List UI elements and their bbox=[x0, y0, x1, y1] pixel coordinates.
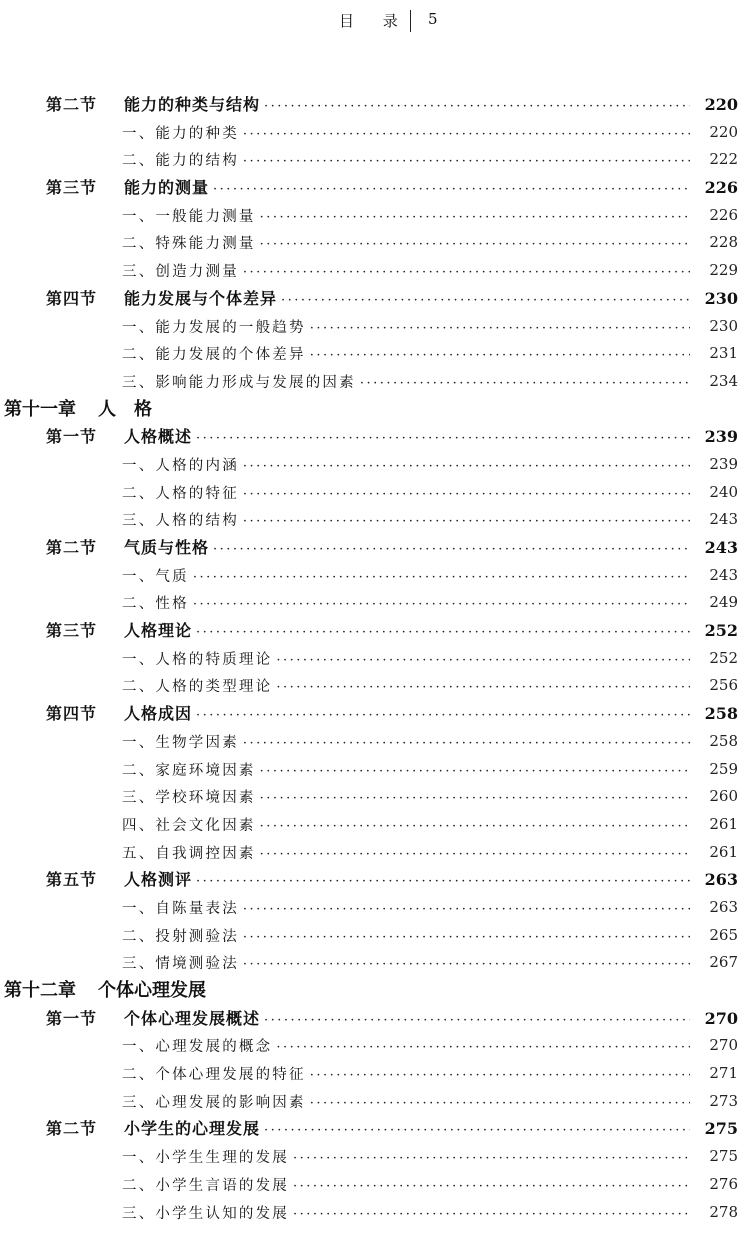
section-label: 第五节 bbox=[46, 870, 98, 890]
chapter-heading bbox=[4, 396, 152, 424]
page-number: 234 bbox=[709, 371, 738, 390]
dot-leader bbox=[243, 119, 690, 147]
toc-chapter[interactable] bbox=[0, 396, 750, 424]
dot-leader bbox=[243, 451, 690, 479]
section-label: 第四节 bbox=[46, 288, 98, 308]
section-title: 能力发展与个体差异 bbox=[124, 288, 278, 308]
chapter-label: 第十一章 bbox=[4, 398, 76, 420]
page-number: 271 bbox=[709, 1064, 738, 1083]
page-number: 229 bbox=[709, 261, 738, 280]
item-title: 一、一般能力测量 bbox=[122, 208, 256, 225]
item-title: 二、小学生言语的发展 bbox=[122, 1177, 289, 1194]
page-number: 275 bbox=[704, 1119, 738, 1139]
toc-item[interactable] bbox=[0, 146, 750, 174]
dot-leader bbox=[196, 423, 690, 451]
item-title: 一、人格的特质理论 bbox=[122, 651, 273, 668]
page-number: 270 bbox=[704, 1008, 738, 1028]
item-title: 一、小学生生理的发展 bbox=[122, 1150, 289, 1167]
page-number: 267 bbox=[709, 953, 738, 972]
toc-item[interactable] bbox=[0, 119, 750, 147]
toc-item[interactable] bbox=[0, 202, 750, 230]
toc-item[interactable] bbox=[0, 1143, 750, 1171]
section-title: 人格理论 bbox=[124, 621, 193, 641]
dot-leader bbox=[260, 202, 690, 230]
dot-leader bbox=[213, 534, 690, 562]
dot-leader bbox=[243, 949, 690, 977]
section-label: 第一节 bbox=[46, 1008, 98, 1028]
page-number: 252 bbox=[704, 621, 738, 641]
toc-section[interactable] bbox=[0, 617, 750, 645]
item-title: 三、心理发展的影响因素 bbox=[122, 1094, 306, 1111]
dot-leader bbox=[264, 1115, 690, 1143]
page-number: 260 bbox=[709, 787, 738, 806]
toc-item[interactable] bbox=[0, 506, 750, 534]
toc-chapter[interactable] bbox=[0, 977, 750, 1005]
toc-item[interactable] bbox=[0, 229, 750, 257]
item-title: 三、学校环境因素 bbox=[122, 790, 256, 807]
toc-section[interactable] bbox=[0, 534, 750, 562]
section-title: 人格成因 bbox=[124, 704, 193, 724]
toc-section[interactable] bbox=[0, 91, 750, 119]
page-number: 278 bbox=[709, 1202, 738, 1221]
dot-leader bbox=[360, 368, 690, 396]
item-title: 三、情境测验法 bbox=[122, 956, 239, 973]
item-title: 一、能力的种类 bbox=[122, 125, 239, 142]
section-label: 第三节 bbox=[46, 178, 98, 198]
dot-leader bbox=[276, 645, 690, 673]
toc-item[interactable] bbox=[0, 645, 750, 673]
toc-item[interactable] bbox=[0, 756, 750, 784]
toc-item[interactable] bbox=[0, 340, 750, 368]
dot-leader bbox=[243, 479, 690, 507]
page-number: 230 bbox=[704, 288, 738, 308]
section-title: 个体心理发展概述 bbox=[124, 1008, 261, 1028]
page-number: 231 bbox=[709, 344, 738, 363]
toc-section[interactable] bbox=[0, 1005, 750, 1033]
dot-leader bbox=[293, 1143, 690, 1171]
toc-item[interactable] bbox=[0, 1199, 750, 1227]
dot-leader bbox=[243, 506, 690, 534]
toc-item[interactable] bbox=[0, 728, 750, 756]
page-number: 243 bbox=[704, 538, 738, 557]
dot-leader bbox=[243, 728, 690, 756]
item-title: 一、人格的内涵 bbox=[122, 457, 239, 474]
toc-item[interactable] bbox=[0, 1088, 750, 1116]
toc-item[interactable] bbox=[0, 562, 750, 590]
dot-leader bbox=[196, 617, 690, 645]
dot-leader bbox=[196, 866, 690, 894]
toc-item[interactable] bbox=[0, 313, 750, 341]
item-title: 二、能力的结构 bbox=[122, 153, 239, 170]
dot-leader bbox=[293, 1171, 690, 1199]
page-number: 243 bbox=[709, 510, 738, 529]
toc-item[interactable] bbox=[0, 672, 750, 700]
page-number: 261 bbox=[709, 814, 738, 833]
item-title: 二、人格的特征 bbox=[122, 485, 239, 502]
item-title: 二、性格 bbox=[122, 596, 189, 613]
dot-leader bbox=[260, 756, 690, 784]
item-title: 一、气质 bbox=[122, 568, 189, 585]
item-title: 二、投射测验法 bbox=[122, 928, 239, 945]
dot-leader bbox=[260, 839, 690, 867]
toc-item[interactable] bbox=[0, 368, 750, 396]
page-number: 226 bbox=[704, 178, 738, 198]
dot-leader bbox=[264, 91, 690, 119]
dot-leader bbox=[260, 783, 690, 811]
toc-item[interactable] bbox=[0, 589, 750, 617]
page-number: 265 bbox=[709, 925, 738, 944]
dot-leader bbox=[293, 1199, 690, 1227]
page-number: 261 bbox=[709, 842, 738, 861]
page-number: 220 bbox=[709, 122, 738, 141]
item-title: 二、个体心理发展的特征 bbox=[122, 1067, 306, 1084]
section-label: 第一节 bbox=[46, 427, 98, 447]
page-number: 220 bbox=[704, 95, 738, 114]
toc-item[interactable] bbox=[0, 1032, 750, 1060]
item-title: 三、人格的结构 bbox=[122, 513, 239, 530]
item-title: 二、人格的类型理论 bbox=[122, 679, 273, 696]
page-number: 258 bbox=[709, 731, 738, 750]
item-title: 四、社会文化因素 bbox=[122, 817, 256, 834]
page-number: 259 bbox=[709, 759, 738, 778]
item-title: 一、能力发展的一般趋势 bbox=[122, 319, 306, 336]
page-number: 276 bbox=[709, 1174, 738, 1193]
page-number: 258 bbox=[704, 704, 738, 724]
dot-leader bbox=[193, 562, 690, 590]
page-header bbox=[0, 8, 750, 34]
page-number: 270 bbox=[709, 1036, 738, 1055]
dot-leader bbox=[281, 285, 690, 313]
item-title: 一、生物学因素 bbox=[122, 734, 239, 751]
item-title: 二、特殊能力测量 bbox=[122, 236, 256, 253]
toc-item[interactable] bbox=[0, 839, 750, 867]
toc-item[interactable] bbox=[0, 451, 750, 479]
dot-leader bbox=[310, 1060, 690, 1088]
section-label: 第四节 bbox=[46, 704, 98, 724]
toc-item[interactable] bbox=[0, 1171, 750, 1199]
section-title: 小学生的心理发展 bbox=[124, 1119, 261, 1139]
toc-section[interactable] bbox=[0, 700, 750, 728]
header-title: 目 录 bbox=[339, 12, 410, 30]
section-label: 第二节 bbox=[46, 95, 98, 114]
toc-item[interactable] bbox=[0, 479, 750, 507]
section-title: 能力的测量 bbox=[124, 178, 210, 198]
item-title: 五、自我调控因素 bbox=[122, 845, 256, 862]
section-title: 气质与性格 bbox=[124, 538, 210, 557]
chapter-title: 人 格 bbox=[98, 398, 152, 420]
chapter-label: 第十二章 bbox=[4, 980, 76, 1001]
header-page-number: 5 bbox=[428, 10, 438, 28]
section-label: 第二节 bbox=[46, 538, 98, 557]
dot-leader bbox=[276, 672, 690, 700]
dot-leader bbox=[310, 1088, 690, 1116]
page-number: 273 bbox=[709, 1091, 738, 1110]
page-number: 239 bbox=[704, 427, 738, 447]
page-number: 226 bbox=[709, 205, 738, 224]
item-title: 三、影响能力形成与发展的因素 bbox=[122, 374, 356, 391]
section-label: 第三节 bbox=[46, 621, 98, 641]
toc-section[interactable] bbox=[0, 423, 750, 451]
dot-leader bbox=[260, 811, 690, 839]
page-number: 240 bbox=[709, 482, 738, 501]
page-number: 230 bbox=[709, 316, 738, 335]
toc-section[interactable] bbox=[0, 866, 750, 894]
toc-item[interactable] bbox=[0, 783, 750, 811]
toc-item[interactable] bbox=[0, 922, 750, 950]
section-title: 人格测评 bbox=[124, 870, 193, 890]
dot-leader bbox=[243, 257, 690, 285]
dot-leader bbox=[243, 146, 690, 174]
page-number: 222 bbox=[709, 150, 738, 169]
section-title: 能力的种类与结构 bbox=[124, 95, 261, 114]
header-divider bbox=[410, 10, 411, 32]
dot-leader bbox=[260, 229, 690, 257]
dot-leader bbox=[310, 340, 690, 368]
section-label: 第二节 bbox=[46, 1119, 98, 1139]
chapter-heading bbox=[4, 977, 206, 1005]
table-of-contents bbox=[0, 91, 750, 1226]
dot-leader bbox=[196, 700, 690, 728]
toc-item[interactable] bbox=[0, 1060, 750, 1088]
dot-leader bbox=[213, 174, 690, 202]
item-title: 一、自陈量表法 bbox=[122, 900, 239, 917]
dot-leader bbox=[310, 313, 690, 341]
page-number: 252 bbox=[709, 648, 738, 667]
page-number: 239 bbox=[709, 454, 738, 473]
dot-leader bbox=[243, 894, 690, 922]
page-number: 256 bbox=[709, 676, 738, 695]
chapter-title: 个体心理发展 bbox=[98, 980, 206, 1001]
toc-item[interactable] bbox=[0, 949, 750, 977]
page-number: 243 bbox=[709, 565, 738, 584]
toc-item[interactable] bbox=[0, 257, 750, 285]
toc-section[interactable] bbox=[0, 1115, 750, 1143]
dot-leader bbox=[243, 922, 690, 950]
item-title: 三、创造力测量 bbox=[122, 264, 239, 281]
page-number: 228 bbox=[709, 233, 738, 252]
toc-item[interactable] bbox=[0, 811, 750, 839]
dot-leader bbox=[276, 1032, 690, 1060]
item-title: 三、小学生认知的发展 bbox=[122, 1205, 289, 1222]
page-number: 263 bbox=[709, 897, 738, 916]
toc-section[interactable] bbox=[0, 285, 750, 313]
page-number: 263 bbox=[704, 870, 738, 890]
item-title: 一、心理发展的概念 bbox=[122, 1039, 273, 1056]
item-title: 二、家庭环境因素 bbox=[122, 762, 256, 779]
page-number: 275 bbox=[709, 1147, 738, 1166]
toc-section[interactable] bbox=[0, 174, 750, 202]
page-number: 249 bbox=[709, 593, 738, 612]
section-title: 人格概述 bbox=[124, 427, 193, 447]
dot-leader bbox=[193, 589, 690, 617]
item-title: 二、能力发展的个体差异 bbox=[122, 347, 306, 364]
toc-item[interactable] bbox=[0, 894, 750, 922]
dot-leader bbox=[264, 1005, 690, 1033]
